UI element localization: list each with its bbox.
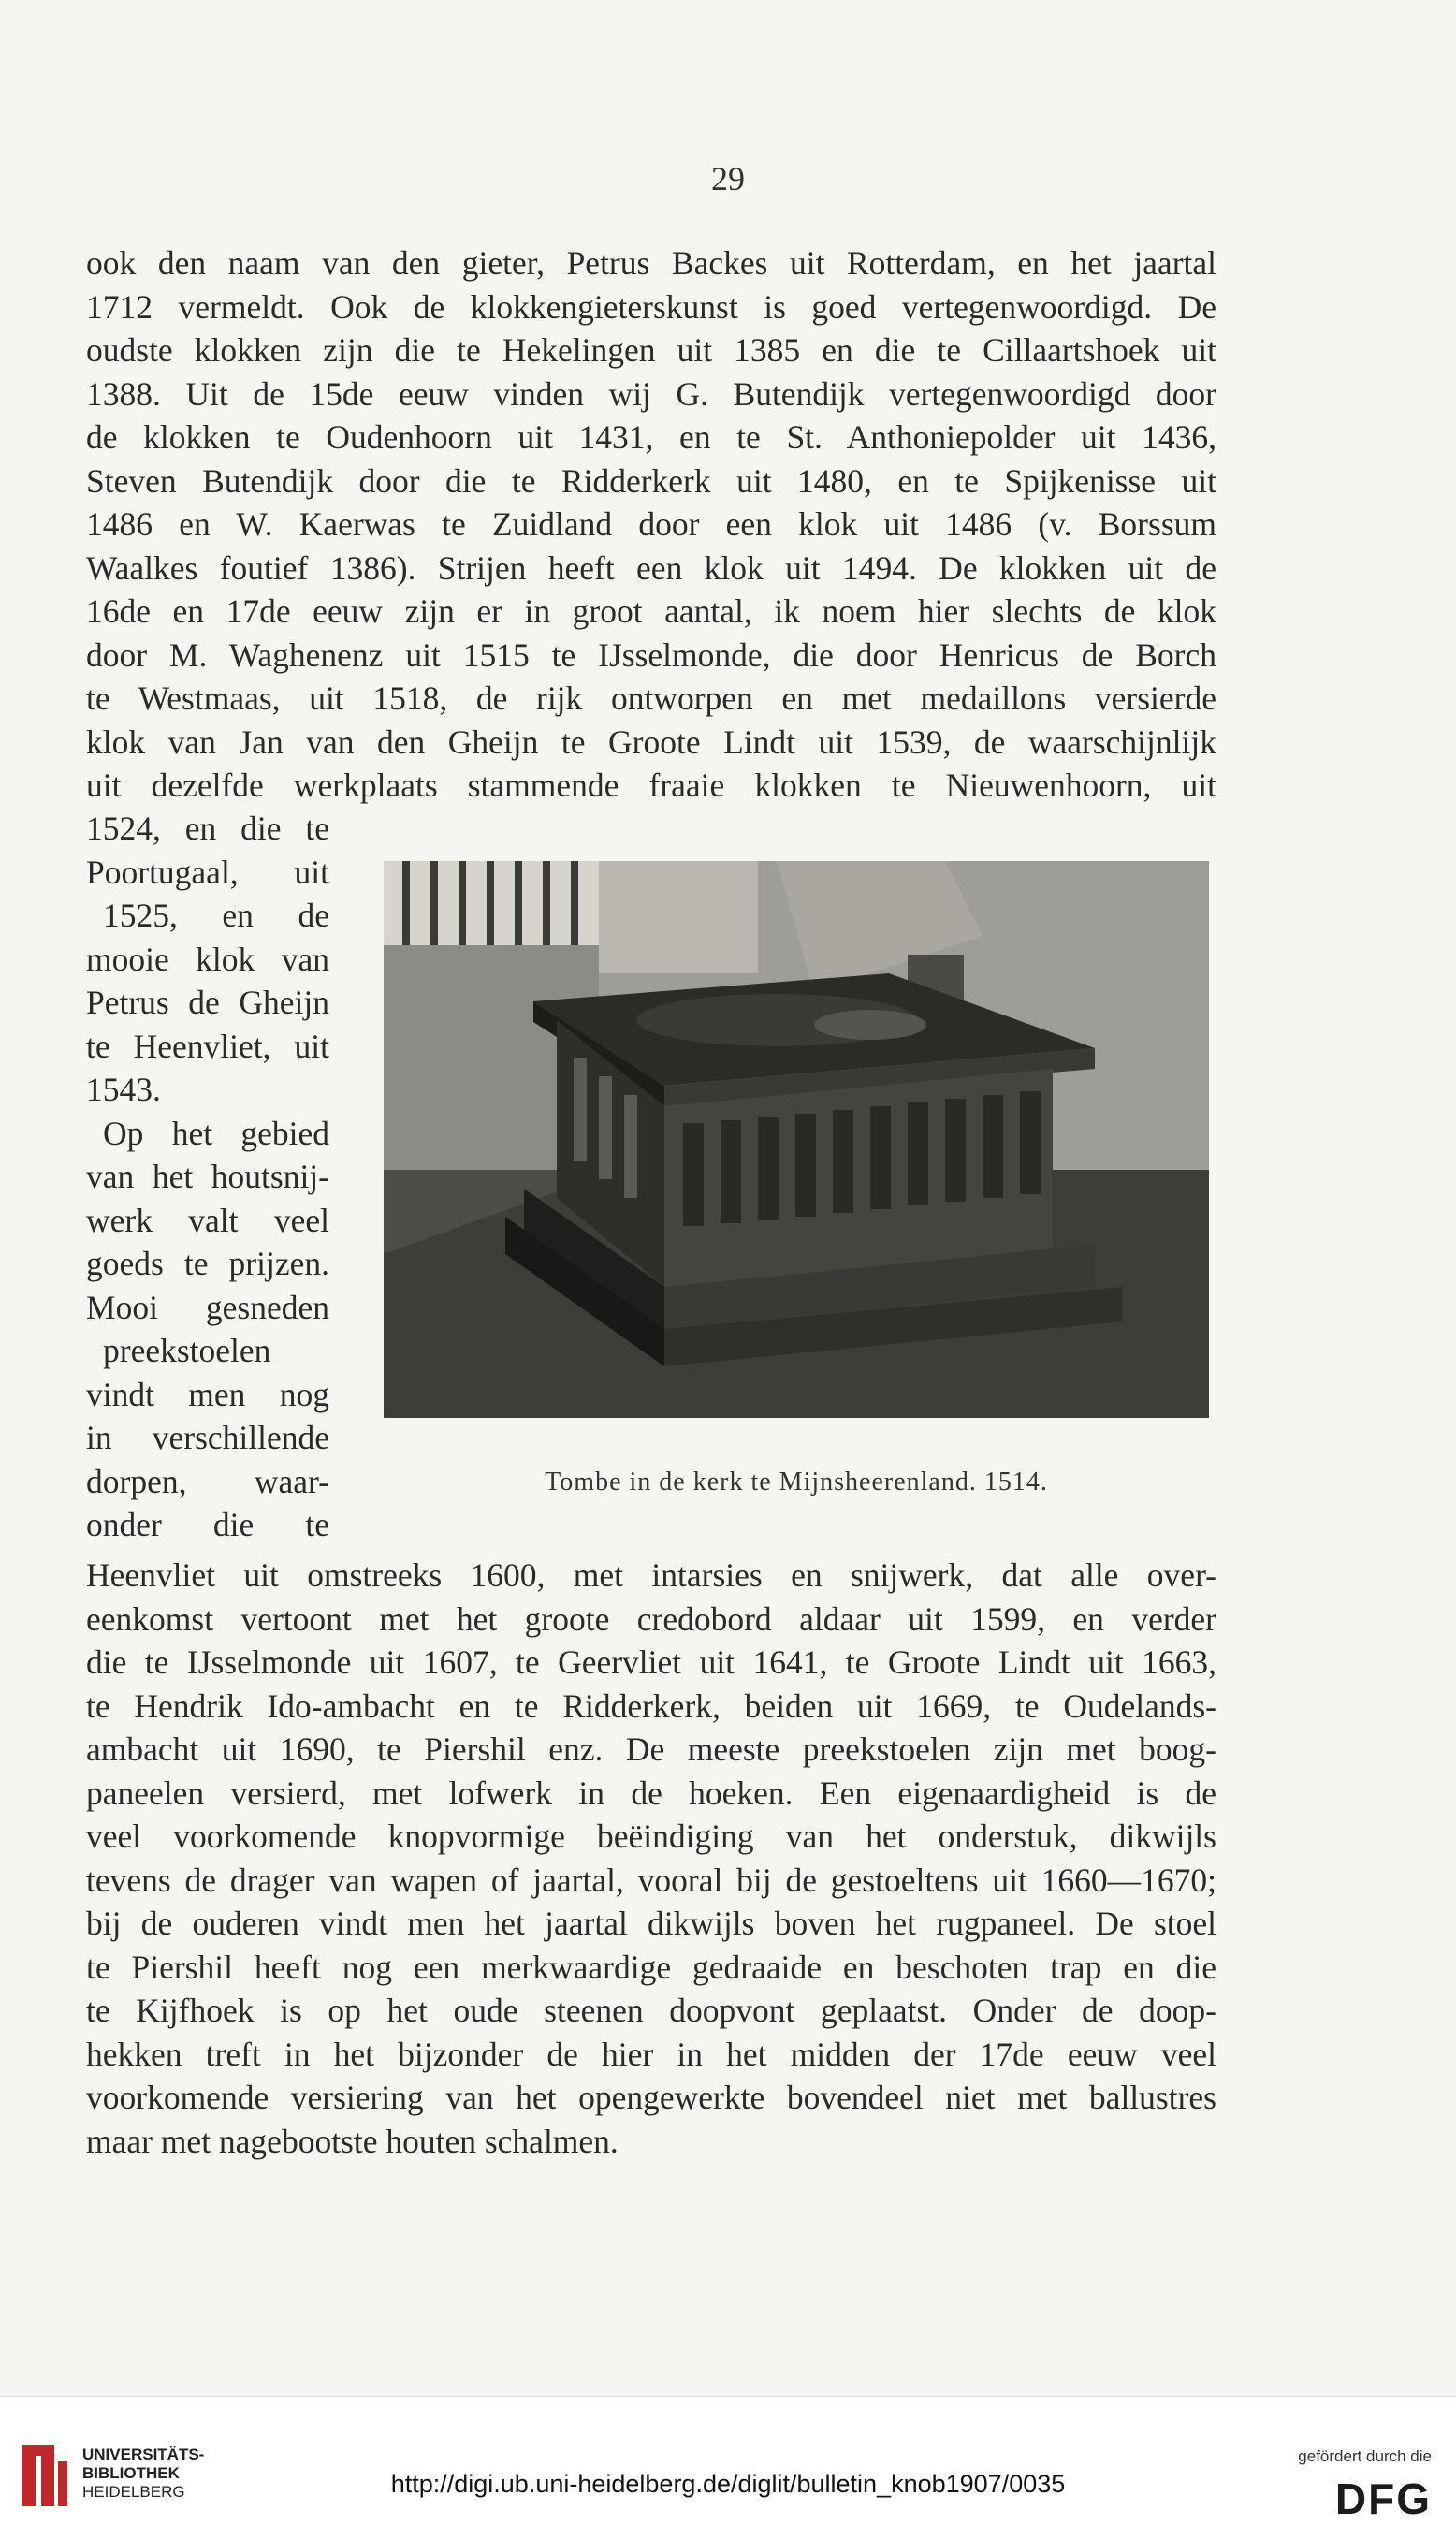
figure-caption: Tombe in de kerk te Mijnsheerenland. 1514. <box>545 1467 1048 1497</box>
dfg-logo: DFG <box>1334 2475 1432 2523</box>
side-line-4: mooie klok van <box>86 940 329 978</box>
side-line-2: Poortugaal, uit <box>86 853 329 891</box>
side-line-1: 1524, en die te <box>86 810 329 847</box>
side-line-15: in verschillende <box>86 1419 329 1456</box>
body-text-bottom <box>86 1554 1216 2163</box>
source-url-link[interactable]: http://digi.ub.uni-heidelberg.de/diglit/bulletin_knob1907/0035 <box>390 2470 1066 2498</box>
tomb-illustration <box>384 861 1209 1418</box>
digitization-footer <box>0 2396 1456 2526</box>
side-line-10: werk valt veel <box>86 1201 329 1239</box>
side-line-11: goeds te prijzen. <box>86 1245 329 1282</box>
side-line-3: 1525, en de <box>103 897 329 934</box>
side-line-8: Op het gebied <box>103 1114 329 1152</box>
side-line-6: te Heenvliet, uit <box>86 1027 329 1065</box>
side-line-13: preekstoelen <box>103 1332 271 1369</box>
bottom-line-14: maar met nagebootste houten schalmen. <box>86 2122 619 2160</box>
bottom-line-7: veel voorkomende knopvormige beëindiging van het onderstuk, dikwijls <box>86 1818 1216 1855</box>
top-line-8: Waalkes foutief 1386). Strijen heeft een klok uit 1494. De klokken uit de <box>86 548 1216 587</box>
page-number: 29 <box>711 160 745 197</box>
side-line-14: vindt men nog <box>86 1375 329 1413</box>
funded-by-label: gefördert durch die <box>1298 2447 1432 2465</box>
bottom-line-4: te Hendrik Ido-ambacht en te Ridderkerk, beiden uit 1669, te Oudelands- <box>86 1686 1216 1725</box>
side-line-7: 1543. <box>86 1071 161 1108</box>
side-line-17: onder die te <box>86 1506 329 1543</box>
body-text-wrap-column <box>86 807 329 1547</box>
tomb-photograph <box>384 861 1209 1418</box>
body-text-top <box>86 241 1216 808</box>
side-line-9: van het houtsnij- <box>86 1158 329 1195</box>
top-line-3: oudste klokken zijn die te Hekelingen uit 1385 en die te Cillaartshoek uit <box>86 331 1216 369</box>
bottom-line-12: hekken treft in het bijzonder de hier in het midden der 17de eeuw veel <box>86 2035 1216 2073</box>
bottom-line-9: bij de ouderen vindt men het jaartal dikwijls boven het rugpaneel. De stoel <box>86 1905 1216 1942</box>
bottom-line-11: te Kijfhoek is op het oude steenen doopvont geplaatst. Onder de doop- <box>86 1992 1216 2029</box>
bottom-line-2: eenkomst vertoont met het groote credobord aldaar uit 1599, en verder <box>86 1599 1216 1638</box>
top-line-6: Steven Butendijk door die te Ridderkerk uit 1480, en te Spijkenisse uit <box>86 461 1216 500</box>
side-line-12: Mooi gesneden <box>86 1288 329 1326</box>
bottom-line-5: ambacht uit 1690, te Piershil enz. De meeste preekstoelen zijn met boog- <box>86 1730 1216 1768</box>
bottom-line-13: voorkomende versiering van het opengewerkte bovendeel niet met ballustres <box>86 2079 1216 2116</box>
side-line-5: Petrus de Gheijn <box>86 984 329 1021</box>
top-line-10: door M. Waghenenz uit 1515 te IJsselmonde, die door Henricus de Borch <box>86 635 1216 674</box>
top-line-11: te Westmaas, uit 1518, de rijk ontworpen en met medaillons versierde <box>86 679 1216 717</box>
top-line-12: klok van Jan van den Gheijn te Groote Lindt uit 1539, de waarschijnlijk <box>86 723 1216 761</box>
bottom-line-6: paneelen versierd, met lofwerk in de hoeken. Een eigenaardigheid is de <box>86 1774 1216 1812</box>
top-line-5: de klokken te Oudenhoorn uit 1431, en te St. Anthoniepolder uit 1436, <box>86 418 1216 456</box>
bottom-line-8: tevens de drager van wapen of jaartal, vooral bij de gestoeltens uit 1660—1670; <box>86 1861 1216 1899</box>
bottom-line-1: Heenvliet uit omstreeks 1600, met intarsies en snijwerk, dat alle over- <box>86 1556 1216 1594</box>
top-line-4: 1388. Uit de 15de eeuw vinden wij G. Butendijk vertegenwoordigd door <box>86 374 1216 413</box>
top-line-13: uit dezelfde werkplaats stammende fraaie klokken te Nieuwenhoorn, uit <box>86 767 1216 804</box>
side-line-16: dorpen, waar- <box>86 1462 329 1500</box>
bottom-line-10: te Piershil heeft nog een merkwaardige gedraaide en beschoten trap en die <box>86 1948 1216 1986</box>
top-line-9: 16de en 17de eeuw zijn er in groot aantal, ik noem hier slechts de klok <box>86 592 1216 630</box>
bottom-line-3: die te IJsselmonde uit 1607, te Geervliet uit 1641, te Groote Lindt uit 1663, <box>86 1643 1216 1681</box>
top-line-2: 1712 vermeldt. Ook de klokkengieterskunst is goed vertegenwoordigd. De <box>86 287 1216 326</box>
top-line-7: 1486 en W. Kaerwas te Zuidland door een klok uit 1486 (v. Borssum <box>86 505 1216 543</box>
top-line-1: ook den naam van den gieter, Petrus Backes uit Rotterdam, en het jaartal <box>86 244 1216 282</box>
library-name: UNIVERSITÄTS- BIBLIOTHEK HEIDELBERG <box>82 2446 205 2501</box>
